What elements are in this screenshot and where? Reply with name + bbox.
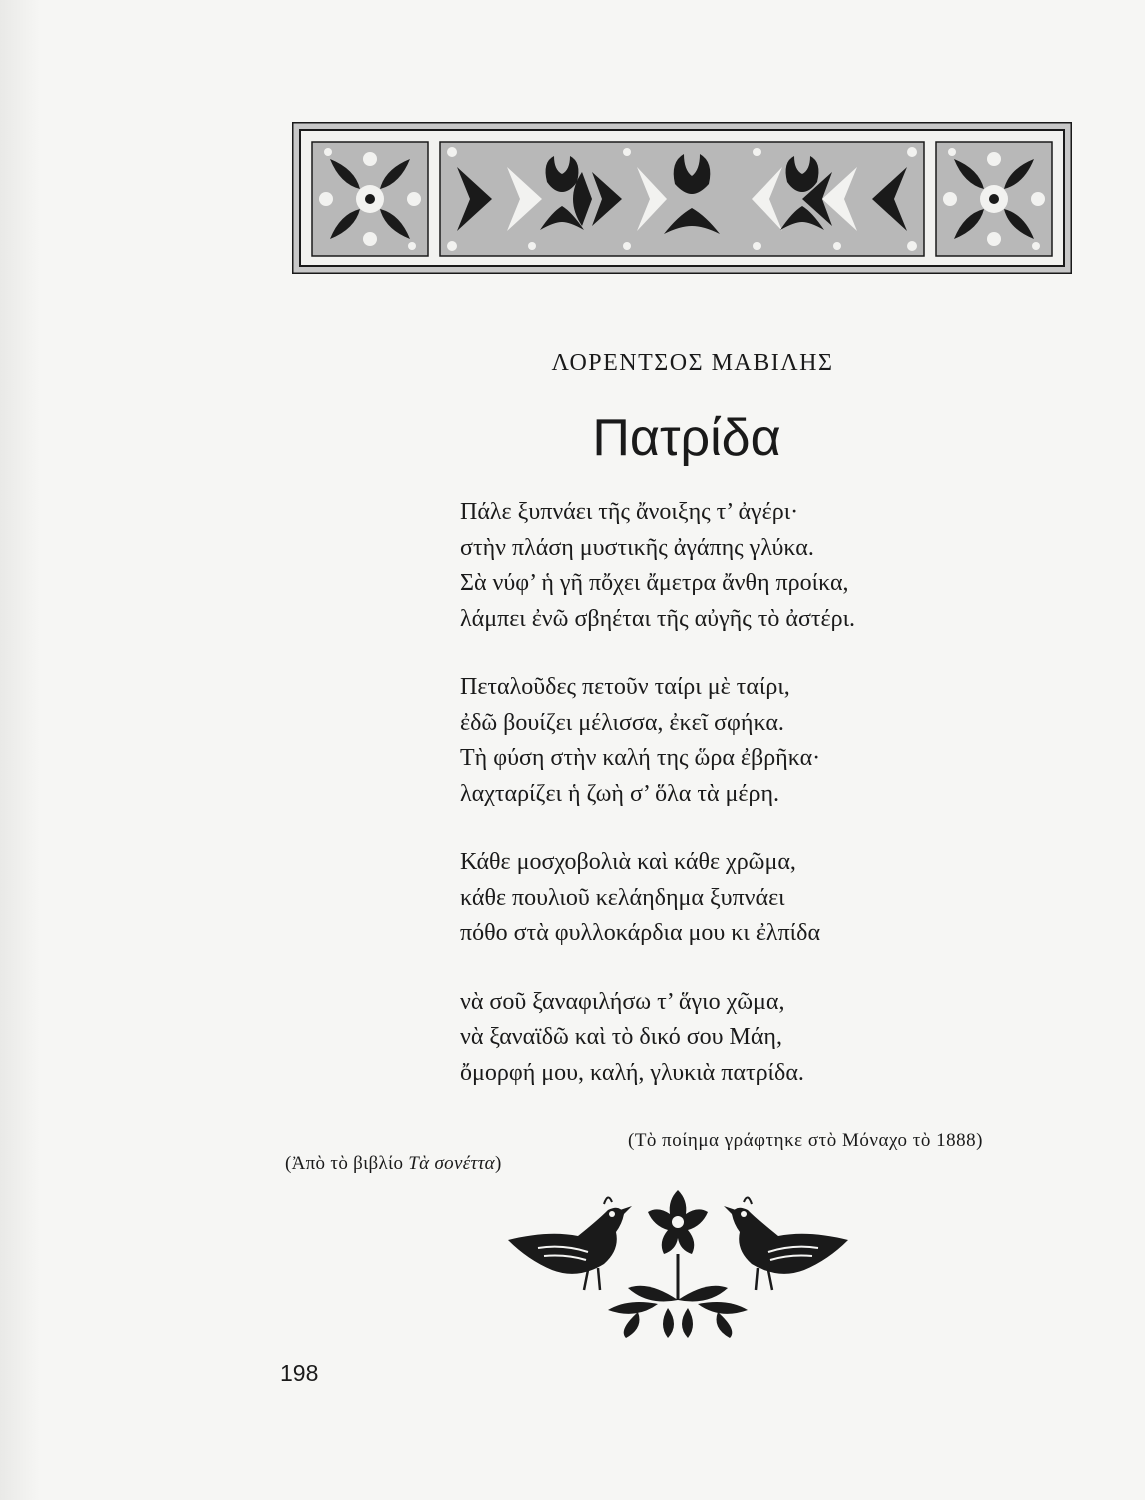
stanza [460,495,1060,637]
verse-line: στὴν πλάση μυστικῆς ἀγάπης γλύκα. [460,534,814,561]
source-prefix: (Ἀπὸ τὸ βιβλίο [285,1153,409,1174]
verse-line: κάθε πουλιοῦ κελάηδημα ξυπνάει [460,884,785,911]
composition-note: (Τὸ ποίημα γράφτηκε στὸ Μόναχο τὸ 1888) [628,1130,983,1151]
page-edge [0,0,40,1500]
stanza [460,845,1060,952]
verse-line: ἐδῶ βουίζει μέλισσα, ἐκεῖ σφήκα. [460,709,784,736]
poem-body [460,495,1060,1124]
verse-line: ὄμορφή μου, καλή, γλυκιὰ πατρίδα. [460,1059,804,1086]
ornamental-banner [292,122,1072,274]
verse-line: νὰ σοῦ ξαναφιλήσω τ’ ἅγιο χῶμα, [460,988,785,1015]
page-number: 198 [280,1360,319,1386]
author-name: ΛΟΡΕΝΤΣΟΣ ΜΑΒΙΛΗΣ [551,350,834,376]
verse-line: Πάλε ξυπνάει τῆς ἄνοιξης τ’ ἀγέρι· [460,499,799,525]
source-note [285,1153,502,1175]
source-book-title: Τὰ σονέττα [408,1153,495,1174]
verse-line: Τὴ φύση στὴν καλή της ὥρα ἐβρῆκα· [460,745,821,771]
verse-line: λαχταρίζει ἡ ζωὴ σ’ ὅλα τὰ μέρη. [460,780,780,807]
poem-title: Πατρίδα [592,409,781,467]
stanza [460,670,1060,812]
verse-line: λάμπει ἐνῶ σβηέται τῆς αὐγῆς τὸ ἀστέρι. [460,605,856,632]
source-suffix: ) [494,1153,502,1174]
verse-line: Σὰ νύφ’ ἡ γῆ πὄχει ἄμετρα ἄνθη προίκα, [460,570,849,596]
verse-line: πόθο στὰ φυλλοκάρδια μου κι ἐλπίδα [460,920,821,946]
verse-line: Κάθε μοσχοβολιὰ καὶ κάθε χρῶμα, [460,849,796,875]
stanza [460,985,1060,1092]
birds-flower-vignette [508,1180,848,1340]
verse-line: Πεταλοῦδες πετοῦν ταίρι μὲ ταίρι, [460,674,790,700]
verse-line: νὰ ξαναϊδῶ καὶ τὸ δικό σου Μάη, [460,1024,782,1050]
